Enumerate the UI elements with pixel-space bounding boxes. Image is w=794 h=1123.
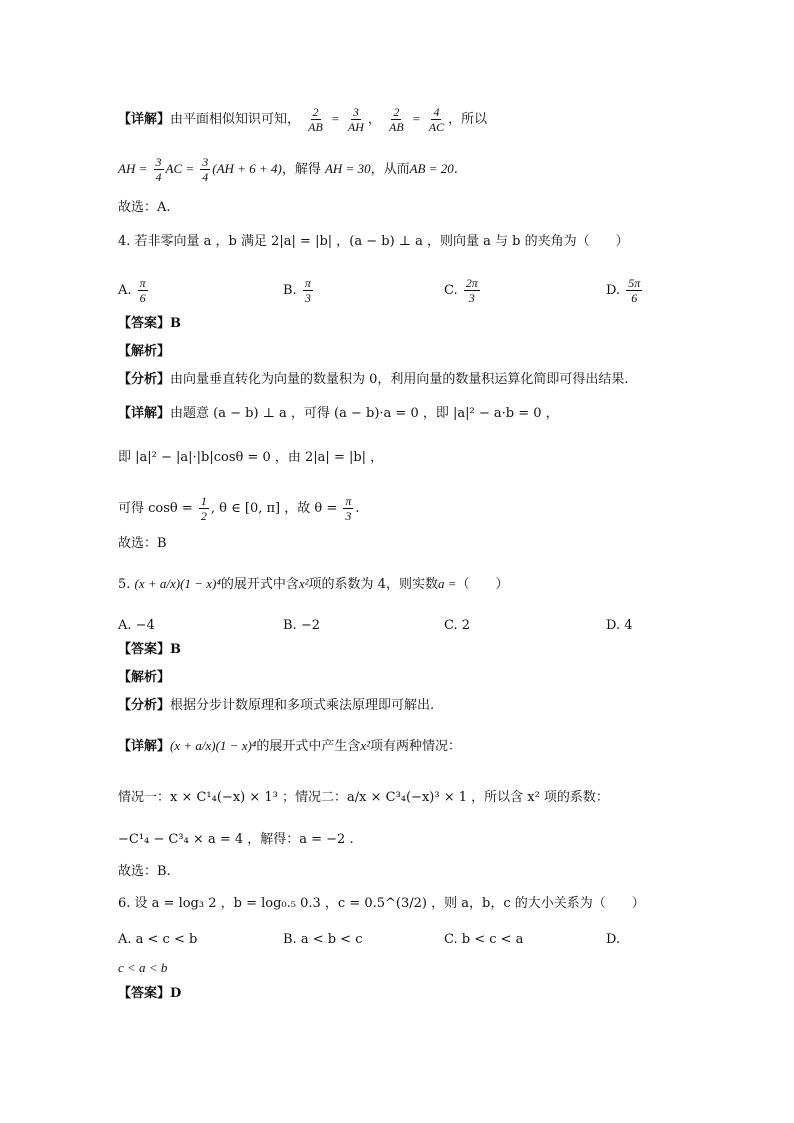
q6-option-d-value: c < a < b — [118, 960, 168, 975]
q5-answer: 【答案】B — [118, 642, 181, 657]
fraction: $\frac{2}{AB}$ — [308, 105, 323, 134]
q5-choice: 故选：B. — [118, 864, 171, 879]
q6-option-c: C. b < c < a — [444, 932, 524, 947]
q5-detail-2: 情况一：x × C¹₄(−x) × 1³ ；情况二：a/x × C³₄(−x)³ × 1 ，所以含 x² 项的系数： — [118, 790, 609, 805]
question-4-stem: 4. 若非零向量 a ，b 满足 2|a| = |b| ，(a − b) ⊥ a ，则向量 a 与 b 的夹角为（ ） — [118, 234, 629, 249]
q4-option-c: C. $\frac{2\pi}{3}$ — [444, 276, 478, 305]
q4-option-a: A. $\frac{\pi}{6}$ — [118, 276, 146, 305]
question-6-stem: 6. 设 a = log₃ 2 ，b = log₀.₅ 0.3 ，c = 0.5^(3/2) ，则 a，b，c 的大小关系为（ ） — [118, 896, 645, 911]
q5-detail-3: −C¹₄ − C³₄ × a = 4 ，解得：a = −2 . — [118, 832, 354, 847]
q4-option-d: D. $\frac{5\pi}{6}$ — [606, 276, 641, 305]
detail-line-2: AH = $\frac{3}{4}$ AC = $\frac{3}{4}$ (AH + 6 + 4)，解得 AH = 30，从而AB = 20. — [118, 155, 458, 184]
fraction: $\frac{4}{AC}$ — [428, 105, 445, 134]
q5-option-b: B. −2 — [283, 618, 320, 633]
detail-line-1: 【详解】由平面相似知识可知， $\frac{2}{AB}$ = $\frac{3}{AH}$ ， $\frac{2}{AB}$ = $\frac{4}{AC}$ ，所以 — [118, 105, 488, 134]
q5-option-a: A. −4 — [118, 618, 155, 633]
q5-fenxi: 【分析】根据分步计数原理和多项式乘法原理即可解出. — [118, 698, 435, 713]
answer-choice-line: 故选：A. — [118, 200, 171, 215]
q6-option-a: A. a < c < b — [118, 932, 198, 947]
q4-detail-1: 【详解】由题意 (a − b) ⊥ a ，可得 (a − b)·a = 0 ，即 |a|² − a·b = 0 ， — [118, 406, 559, 421]
q4-option-b: B. $\frac{\pi}{3}$ — [283, 276, 311, 305]
q6-option-b: B. a < b < c — [283, 932, 363, 947]
q4-analysis-heading: 【解析】 — [118, 344, 171, 359]
q4-detail-2: 即 |a|² − |a|·|b|cosθ = 0 ，由 2|a| = |b| ， — [118, 450, 384, 465]
q4-fenxi: 【分析】由向量垂直转化为向量的数量积为 0，利用向量的数量积运算化简即可得出结果. — [118, 372, 629, 387]
q5-analysis-heading: 【解析】 — [118, 670, 171, 685]
q4-detail-3: 可得 cosθ = $\frac{1}{2}$ , θ ∈ [0, π] ，故 θ = $\frac{\pi}{3}$ . — [118, 494, 360, 523]
fraction: $\frac{3}{AH}$ — [347, 105, 364, 134]
q4-answer: 【答案】B — [118, 316, 181, 331]
question-5-stem: 5. (x + a/x)(1 − x)⁴的展开式中含x²项的系数为 4，则实数a =（ ） — [118, 576, 509, 592]
detail-text: 由平面相似知识可知， — [170, 112, 301, 127]
q6-option-d: D. — [606, 932, 621, 947]
q5-option-d: D. 4 — [606, 618, 633, 633]
q5-detail-1: 【详解】(x + a/x)(1 − x)⁴的展开式中产生含x²项有两种情况： — [118, 738, 462, 754]
q5-option-c: C. 2 — [444, 618, 471, 633]
q4-choice: 故选：B — [118, 536, 167, 551]
detail-tag: 【详解】 — [118, 112, 171, 127]
q6-answer: 【答案】D — [118, 986, 182, 1001]
fraction: $\frac{2}{AB}$ — [389, 105, 404, 134]
